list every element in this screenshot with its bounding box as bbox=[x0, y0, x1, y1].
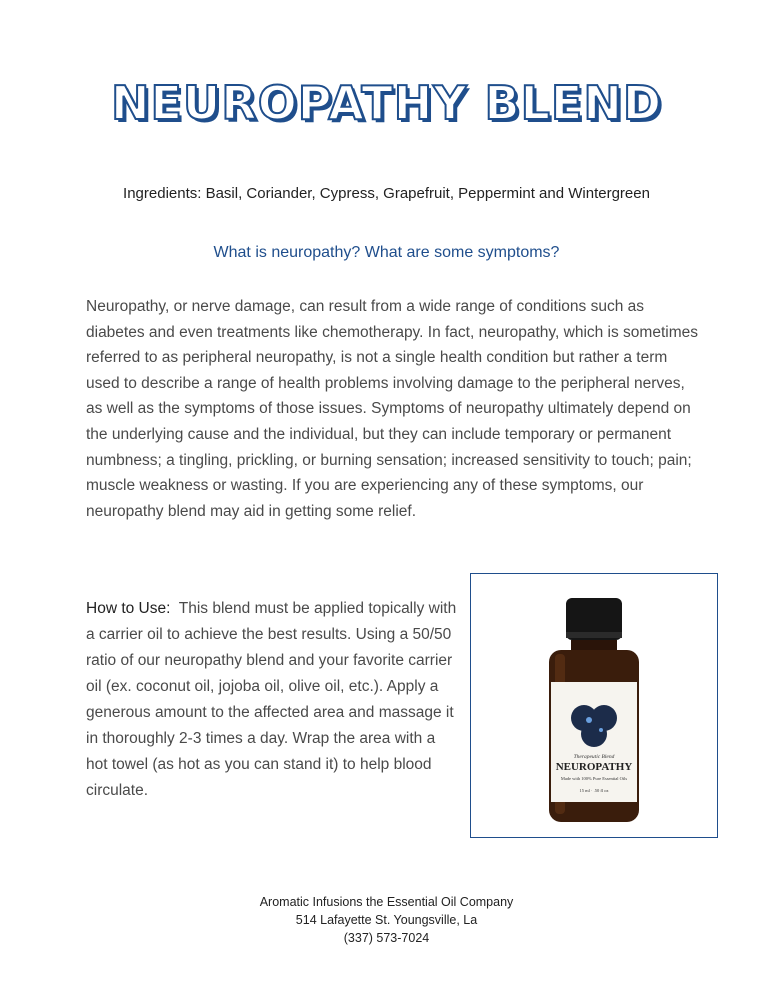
ingredients-line: Ingredients: Basil, Coriander, Cypress, Grapefruit, Peppermint and Wintergreen bbox=[123, 185, 650, 202]
how-to-use-text: This blend must be applied topically with a carrier oil to achieve the best results. Using a 50/50 ratio of our neuropathy blend and your favorite carrier oil (ex. coconut oil, jojoba oil, olive oil, etc.). Apply a generous amount to the affected area and massage it in thoroughly 2-3 times a day. Wrap the area with a hot towel (as hot as you can stand it) to help blood circulate. bbox=[86, 600, 457, 799]
section-question-heading: What is neuropathy? What are some symptoms? bbox=[213, 244, 560, 261]
footer-phone: (337) 573-7024 bbox=[343, 931, 430, 945]
label-product-name: NEUROPATHY bbox=[555, 761, 633, 773]
how-to-use-label: How to Use: bbox=[86, 600, 171, 617]
product-bottle-image bbox=[471, 574, 717, 837]
footer-company: Aromatic Infusions the Essential Oil Company bbox=[259, 895, 514, 909]
label-tagline: Made with 100% Pure Essential Oils bbox=[560, 776, 628, 781]
label-size: 15 ml · .50 fl oz bbox=[579, 788, 609, 793]
intro-paragraph: Neuropathy, or nerve damage, can result from a wide range of conditions such as diabetes and even treatments like chemotherapy. In fact, neuropathy, which is sometimes referred to as peripheral neuropathy, is not a single health condition but rather a term used to describe a range of health problems involving damage to the peripheral nerves, as well as the symptoms of those issues. Symptoms of neuropathy ultimately depend on the underlying cause and the individual, but they can include temporary or permanent numbness; a tingling, prickling, or burning sensation; increased sensitivity to touch; pain; muscle weakness or wasting. If you are experiencing any of these symptoms, our neuropathy blend may aid in getting some relief. bbox=[86, 298, 698, 520]
footer-contact bbox=[0, 893, 773, 947]
page-title: NEUROPATHY BLEND bbox=[111, 76, 662, 130]
label-subtitle: Therapeutic Blend bbox=[573, 754, 615, 760]
footer-address: 514 Lafayette St. Youngsville, La bbox=[295, 913, 478, 927]
how-to-use-paragraph bbox=[86, 596, 458, 804]
product-photo-frame bbox=[470, 573, 718, 838]
